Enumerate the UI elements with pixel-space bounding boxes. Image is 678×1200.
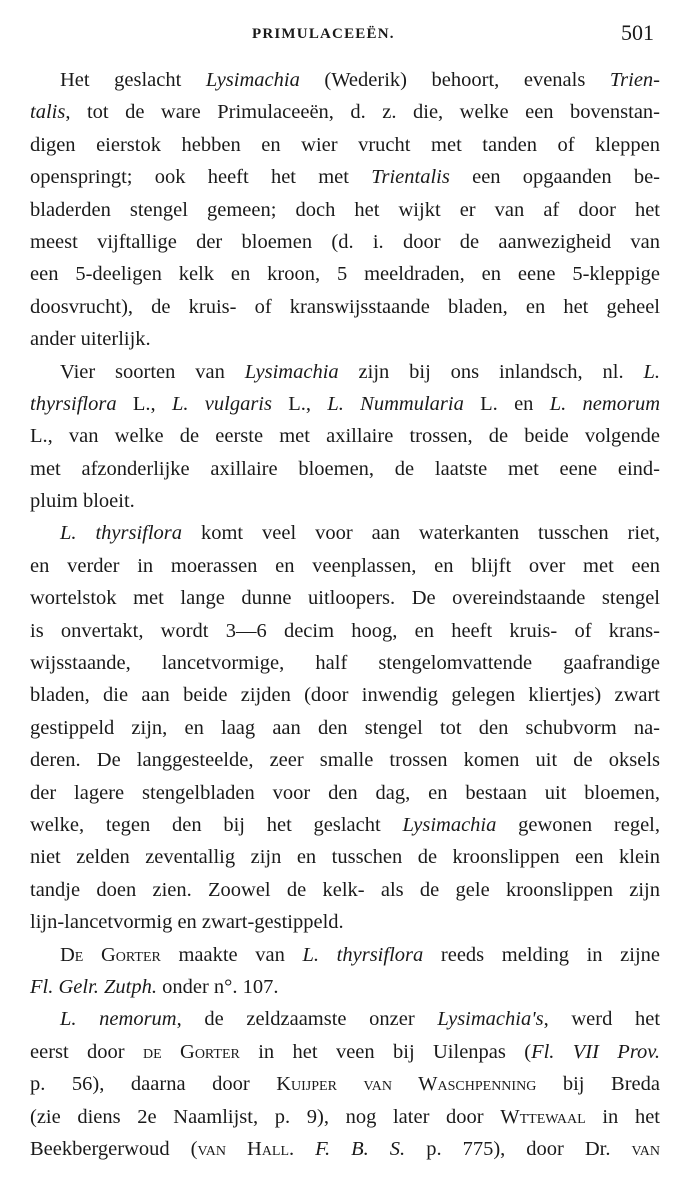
text-line <box>30 291 660 323</box>
text-segment: wijsstaande, lancetvormige, half stengelomvattende gaafrandige <box>30 652 660 675</box>
text-segment: , tot de ware Primulaceeën, d. z. die, welke een bovenstan- <box>65 101 660 124</box>
italic-text: Lysimachia <box>402 813 497 836</box>
text-segment: Het geslacht <box>60 69 206 91</box>
italic-text: Trien- <box>609 69 661 91</box>
italic-text: F. B. S. <box>315 1137 406 1160</box>
italic-text: Fl. Gelr. Zutph. <box>30 975 157 998</box>
text-segment: , werd het <box>543 1008 661 1031</box>
text-segment: een opgaanden be- <box>449 166 661 189</box>
text-segment: Beekbergerwoud ( <box>30 1137 198 1160</box>
italic-text: Fl. VII Prov. <box>531 1040 660 1063</box>
text-segment: L., <box>116 392 172 415</box>
italic-text: L. thyrsiflora <box>302 943 424 966</box>
text-segment: reeds melding in zijne <box>423 943 661 966</box>
italic-text: L. nemorum <box>549 392 660 415</box>
text-segment: en verder in moerassen en veenplassen, en blijft over met een <box>30 554 660 577</box>
text-line <box>30 388 660 420</box>
text-line <box>30 161 660 193</box>
text-line <box>30 744 660 776</box>
italic-text: Lysimachia <box>205 69 300 91</box>
small-caps-text: van <box>631 1137 660 1160</box>
text-segment: eerst door <box>30 1040 143 1063</box>
text-line <box>30 550 660 582</box>
text-segment: Vier soorten van <box>60 360 245 383</box>
small-caps-text: van Hall <box>197 1137 290 1160</box>
text-line <box>30 1068 660 1100</box>
text-segment: doosvrucht), de kruis- of kranswijsstaande bladen, en het geheel <box>30 295 660 318</box>
text-line <box>30 874 660 906</box>
text-segment: L., van welke de eerste met axillaire trossen, de beide volgende <box>30 425 660 448</box>
text-line <box>30 323 660 355</box>
text-line <box>30 615 660 647</box>
small-caps-text: de Gorter <box>143 1040 240 1063</box>
running-title: PRIMULACEEËN. <box>252 26 395 42</box>
text-line <box>30 1101 660 1133</box>
text-segment: is onvertakt, wordt 3—6 decim hoog, en heeft kruis- of krans- <box>30 619 660 642</box>
italic-text: talis <box>30 101 66 124</box>
text-segment: der lagere stengelbladen voor den dag, en bestaan uit bloemen, <box>30 781 660 804</box>
text-line <box>30 777 660 809</box>
text-line <box>30 258 660 290</box>
text-segment: gestippeld zijn, en laag aan den stengel tot den schubvorm na- <box>30 716 660 739</box>
text-segment: L., <box>271 392 328 415</box>
text-line <box>30 517 660 549</box>
text-segment: tandje doen zien. Zoowel de kelk- als de gele kroonslippen zijn <box>30 878 660 901</box>
text-segment: bladerden stengel gemeen; doch het wijkt er van af door het <box>30 198 660 221</box>
italic-text: Lysimachia's <box>437 1008 544 1031</box>
italic-text: Lysimachia <box>244 360 339 383</box>
text-line <box>30 1003 660 1035</box>
text-line <box>30 939 660 971</box>
text-segment: bij Breda <box>536 1073 660 1096</box>
text-segment: met afzonderlijke axillaire bloemen, de laatste met eene eind- <box>30 457 660 480</box>
text-line <box>30 64 660 96</box>
italic-text: Trientalis <box>371 166 450 189</box>
text-line <box>30 356 660 388</box>
page-number: 501 <box>621 20 654 45</box>
text-line <box>30 906 660 938</box>
text-segment: in het veen bij Uilenpas ( <box>239 1040 532 1063</box>
text-segment: lijn-lancetvormig en zwart-gestippeld. <box>30 911 344 934</box>
text-segment: in het <box>585 1105 660 1128</box>
text-segment: , de zeldzaamste onzer <box>176 1008 438 1031</box>
text-line <box>30 1133 660 1165</box>
text-line <box>30 809 660 841</box>
text-line <box>30 485 660 517</box>
text-line <box>30 841 660 873</box>
text-line <box>30 971 660 1003</box>
text-line <box>30 679 660 711</box>
text-segment: zijn bij ons inlandsch, nl. <box>338 360 644 383</box>
text-line <box>30 582 660 614</box>
text-line <box>30 129 660 161</box>
text-line <box>30 420 660 452</box>
small-caps-text: Wttewaal <box>500 1105 586 1128</box>
text-segment: L. en <box>463 392 550 415</box>
running-head <box>0 20 678 50</box>
text-line <box>30 96 660 128</box>
text-segment: digen eierstok hebben en wier vrucht met tanden of kleppen <box>30 133 660 156</box>
italic-text: L. Nummularia <box>327 392 464 415</box>
italic-text: L. vulgaris <box>171 392 272 415</box>
text-segment: p. 56), daarna door <box>30 1073 277 1096</box>
text-segment: een 5-deeligen kelk en kroon, 5 meeldraden, en eene 5-kleppige <box>30 263 660 286</box>
text-segment: welke, tegen den bij het geslacht <box>30 813 403 836</box>
text-segment: (Wederik) behoort, evenals <box>299 69 610 91</box>
text-line <box>30 712 660 744</box>
body-text <box>30 64 660 1165</box>
italic-text: L. nemorum <box>60 1008 177 1031</box>
italic-text: L. thyrsiflora <box>60 522 183 545</box>
small-caps-text: De Gorter <box>60 943 161 966</box>
text-segment: gewonen regel, <box>496 813 660 836</box>
text-segment: deren. De langgesteelde, zeer smalle trossen komen uit de oksels <box>30 749 660 772</box>
text-line <box>30 194 660 226</box>
text-segment: bladen, die aan beide zijden (door inwendig gelegen kliertjes) zwart <box>30 684 660 707</box>
text-segment: ander uiterlijk. <box>30 328 151 351</box>
text-segment: p. 775), door Dr. <box>405 1137 632 1160</box>
text-segment: . <box>289 1137 316 1160</box>
text-segment: niet zelden zeventallig zijn en tusschen de kroonslippen een klein <box>30 846 660 869</box>
text-segment: maakte van <box>160 943 303 966</box>
text-segment: openspringt; ook heeft het met <box>30 166 372 189</box>
text-segment: wortelstok met lange dunne uitloopers. De overeindstaande stengel <box>30 587 660 610</box>
text-segment: onder n°. 107. <box>157 975 279 998</box>
italic-text: L. <box>643 360 660 383</box>
italic-text: thyrsiflora <box>30 392 117 415</box>
text-segment: pluim bloeit. <box>30 490 135 513</box>
text-line <box>30 1036 660 1068</box>
text-line <box>30 226 660 258</box>
text-line <box>30 453 660 485</box>
text-segment: komt veel voor aan waterkanten tusschen riet, <box>182 522 660 545</box>
text-segment: (zie diens 2e Naamlijst, p. 9), nog later door <box>30 1105 501 1128</box>
small-caps-text: Kuijper van Waschpenning <box>276 1073 537 1096</box>
text-line <box>30 647 660 679</box>
text-segment: meest vijftallige der bloemen (d. i. door de aanwezigheid van <box>30 230 660 253</box>
